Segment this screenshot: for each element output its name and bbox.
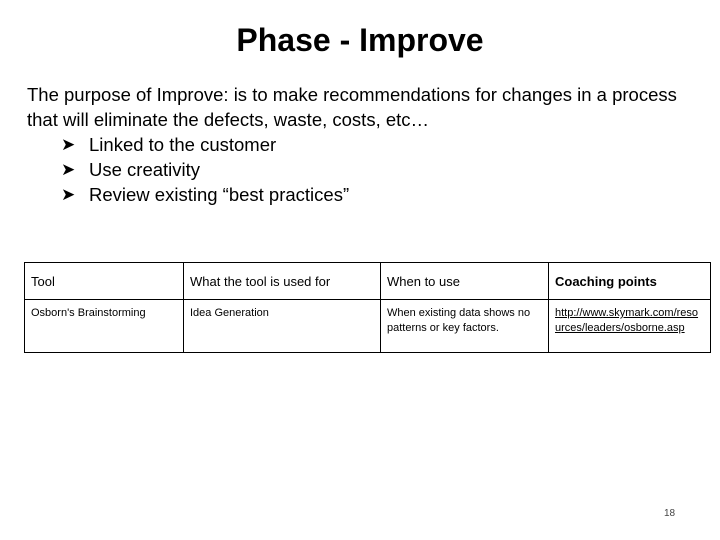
bullet-list (27, 132, 707, 207)
bullet-item (27, 157, 707, 182)
bullet-text: Review existing “best practices” (89, 184, 350, 205)
intro-section (27, 82, 707, 207)
arrow-bullet-icon: ➤ (61, 185, 76, 204)
coaching-link[interactable]: http://www.skymark.com/resources/leaders/osborne.asp (555, 307, 699, 334)
header-coaching-points: Coaching points (549, 263, 711, 300)
cell-when-to-use: When existing data shows no patterns or key factors. (381, 300, 549, 353)
tools-table (24, 262, 711, 353)
arrow-bullet-icon: ➤ (61, 160, 76, 179)
table-row (25, 300, 711, 353)
header-purpose: What the tool is used for (184, 263, 381, 300)
bullet-item (27, 132, 707, 157)
bullet-item (27, 182, 707, 207)
cell-tool: Osborn's Brainstorming (25, 300, 184, 353)
header-tool: Tool (25, 263, 184, 300)
bullet-text: Use creativity (89, 159, 201, 180)
arrow-bullet-icon: ➤ (61, 135, 76, 154)
cell-purpose: Idea Generation (184, 300, 381, 353)
bullet-text: Linked to the customer (89, 134, 277, 155)
intro-text: The purpose of Improve: is to make recommendations for changes in a process that will eliminate the defects, waste, costs, etc… (27, 84, 677, 130)
header-when-to-use: When to use (381, 263, 549, 300)
page-number: 18 (664, 508, 676, 519)
table-header-row (25, 263, 711, 300)
slide-title: Phase - Improve (236, 22, 484, 58)
cell-coaching-points (549, 300, 711, 353)
